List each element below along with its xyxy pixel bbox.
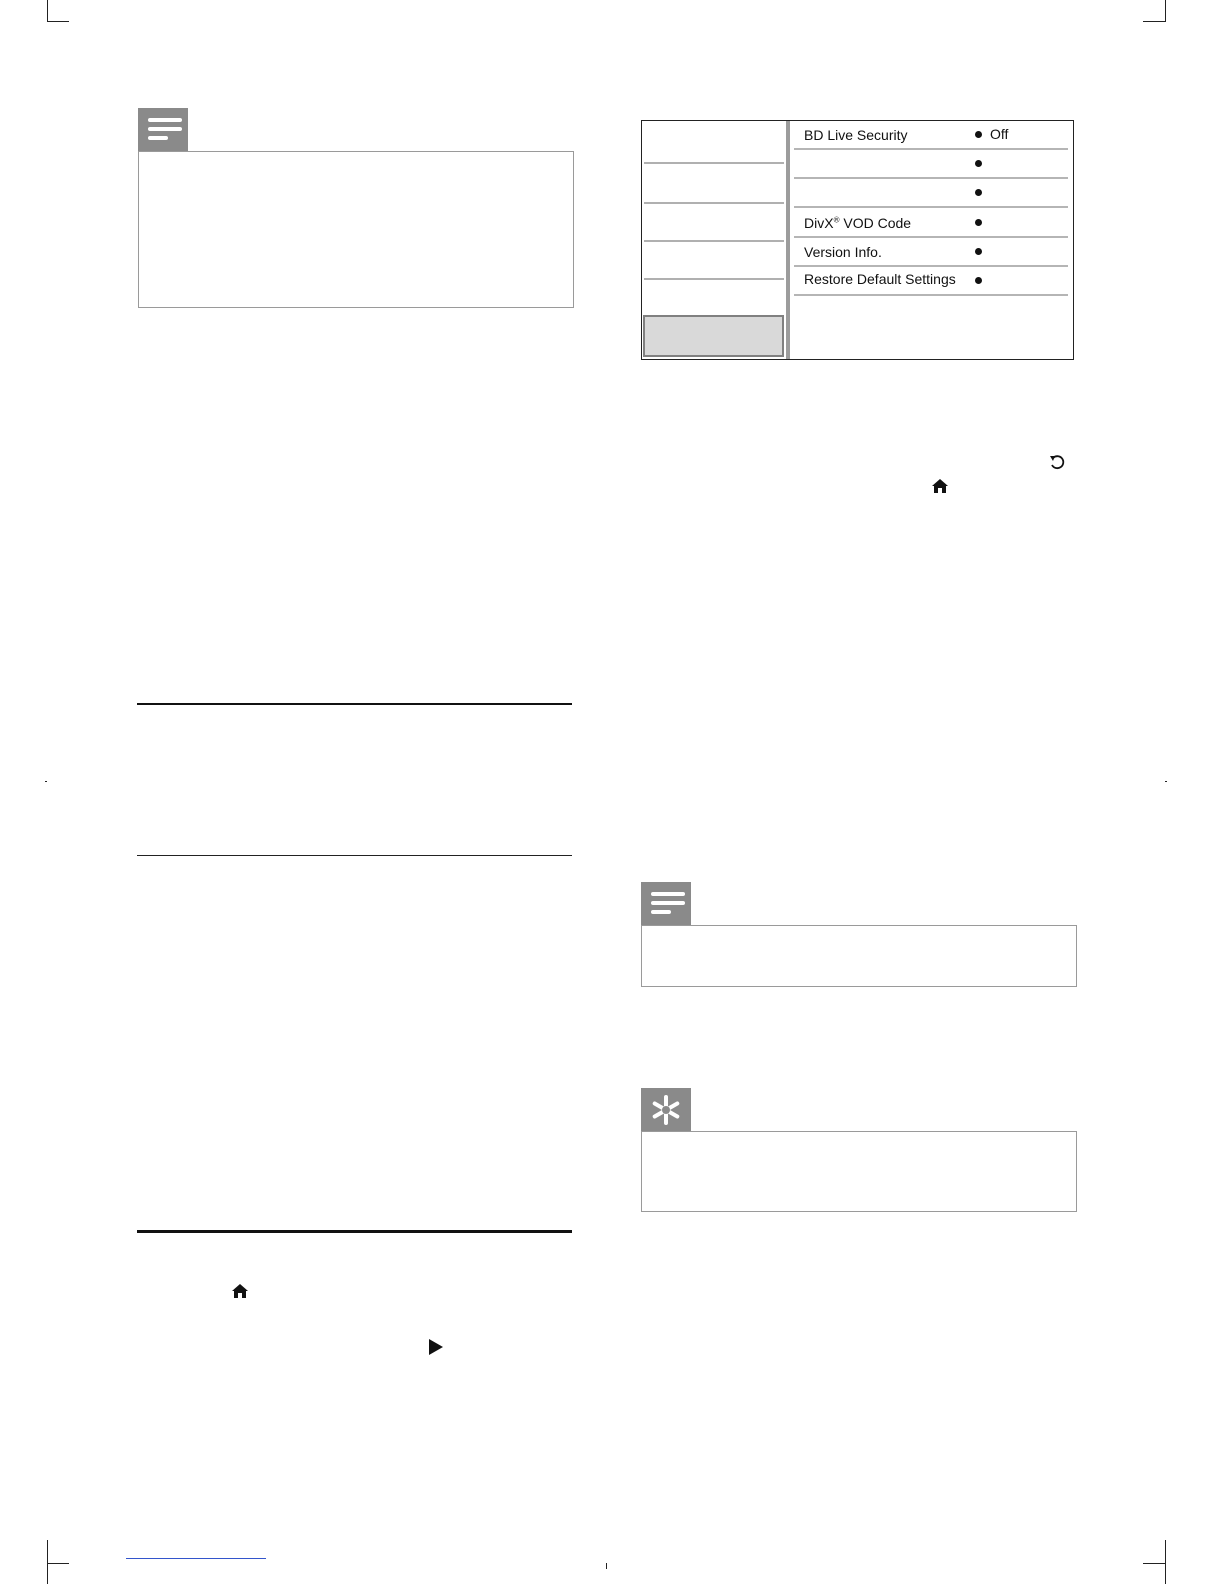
- settings-screen: [641, 120, 1074, 360]
- left-menu-item[interactable]: [644, 164, 784, 204]
- tip-tab: [641, 1088, 691, 1132]
- section-rule: [137, 855, 572, 856]
- settings-row[interactable]: [794, 150, 1068, 179]
- note-tab: [138, 108, 188, 152]
- crop-mark: [606, 1563, 607, 1569]
- crop-mark: [1165, 781, 1167, 782]
- play-icon: [428, 1338, 444, 1356]
- section-rule: [137, 703, 572, 705]
- bullet-icon: [975, 248, 982, 255]
- crop-mark: [1165, 0, 1166, 22]
- bullet-icon: [975, 219, 982, 226]
- back-icon: [1049, 454, 1065, 471]
- settings-row-label-suffix: VOD Code: [839, 215, 912, 231]
- footer-link[interactable]: [126, 1558, 266, 1559]
- left-menu-item[interactable]: [644, 204, 784, 242]
- note-box: [641, 925, 1077, 987]
- settings-row-restore-default[interactable]: [794, 267, 1068, 296]
- settings-left-menu: [642, 121, 785, 359]
- registered-mark: ®: [833, 215, 840, 225]
- crop-mark: [45, 781, 47, 782]
- crop-mark: [1165, 1540, 1166, 1584]
- crop-mark: [1143, 1563, 1165, 1564]
- left-menu-item-selected[interactable]: [643, 315, 784, 357]
- left-menu-item[interactable]: [644, 242, 784, 280]
- left-menu-item[interactable]: [644, 121, 784, 164]
- settings-row-value: Off: [990, 126, 1009, 142]
- settings-row-divx-vod-code[interactable]: [794, 209, 1068, 238]
- settings-row-label: [804, 215, 911, 231]
- settings-row[interactable]: [794, 179, 1068, 208]
- home-icon: [931, 478, 949, 494]
- settings-row-label: BD Live Security: [804, 127, 908, 143]
- note-tab: [641, 882, 691, 926]
- settings-row-version-info[interactable]: [794, 238, 1068, 267]
- menu-divider: [786, 121, 790, 359]
- settings-row-label: Version Info.: [804, 244, 882, 260]
- note-box: [138, 151, 574, 308]
- bullet-icon: [975, 189, 982, 196]
- settings-row-label-main: DivX: [804, 215, 834, 231]
- tip-box: [641, 1131, 1077, 1212]
- bullet-icon: [975, 277, 982, 284]
- bullet-icon: [975, 131, 982, 138]
- left-menu-item[interactable]: [644, 280, 784, 312]
- section-rule: [137, 1230, 572, 1233]
- crop-mark: [47, 0, 48, 22]
- bullet-icon: [975, 160, 982, 167]
- tip-icon: [650, 1094, 682, 1126]
- home-icon: [231, 1283, 249, 1299]
- settings-row-label: Restore Default Settings: [804, 271, 956, 287]
- crop-mark: [47, 1563, 69, 1564]
- crop-mark: [1143, 21, 1165, 22]
- crop-mark: [47, 21, 69, 22]
- settings-row-bd-live-security[interactable]: [794, 121, 1068, 150]
- crop-mark: [47, 1540, 48, 1584]
